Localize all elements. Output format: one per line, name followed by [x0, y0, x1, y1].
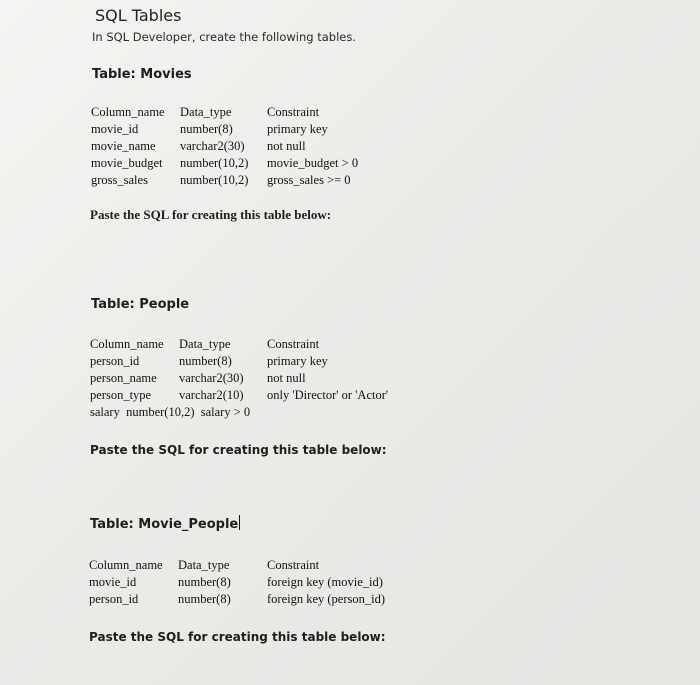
column-name-cell: person_name — [90, 371, 157, 385]
constraint-cell: foreign key (person_id) — [267, 592, 386, 606]
column-name-cell: person_id — [89, 592, 139, 606]
constraint-cell: foreign key (movie_id) — [267, 575, 383, 589]
data-type-header: Data_type — [180, 105, 232, 119]
data-type-cell: number(10,2) — [180, 173, 249, 187]
constraint-cell: primary key — [267, 122, 328, 136]
column-name-cell: person_id — [90, 354, 140, 368]
column-name-header: Column_name — [90, 337, 164, 351]
movie-people-heading-text: Table: Movie_People — [90, 517, 239, 532]
constraint-header: Constraint — [267, 337, 320, 351]
data-type-cell: varchar2(10) — [179, 388, 244, 402]
people-table-heading: Table: People — [91, 297, 190, 312]
people-paste-instruction: Paste the SQL for creating this table below: — [90, 443, 387, 457]
column-name-header: Column_name — [89, 558, 163, 572]
data-type-cell: number(8) — [178, 575, 231, 589]
constraint-cell: only 'Director' or 'Actor' — [267, 388, 389, 402]
constraint-cell: movie_budget > 0 — [267, 156, 359, 170]
movies-paste-instruction: Paste the SQL for creating this table below: — [90, 207, 332, 222]
column-name-cell: movie_id — [89, 575, 137, 589]
text-cursor — [239, 515, 240, 530]
column-name-cell: person_type — [90, 388, 152, 402]
data-type-cell: number(8) — [180, 122, 233, 136]
data-type-header: Data_type — [179, 337, 231, 351]
salary-spec-text: salary number(10,2) salary > 0 — [90, 405, 251, 419]
column-name-cell: movie_budget — [91, 156, 163, 170]
data-type-cell: number(8) — [178, 592, 231, 606]
data-type-cell: varchar2(30) — [179, 371, 244, 385]
data-type-cell: number(8) — [179, 354, 232, 368]
movie-people-paste-instruction: Paste the SQL for creating this table below: — [89, 630, 386, 644]
movies-table-heading: Table: Movies — [92, 67, 192, 82]
data-type-cell: varchar2(30) — [180, 139, 245, 153]
page-title: SQL Tables — [95, 6, 182, 25]
column-name-header: Column_name — [91, 105, 165, 119]
constraint-cell: gross_sales >= 0 — [267, 173, 351, 187]
column-name-cell: movie_id — [91, 122, 139, 136]
data-type-cell: number(10,2) — [180, 156, 249, 170]
constraint-cell: primary key — [267, 354, 328, 368]
constraint-cell: not null — [267, 371, 306, 385]
column-name-cell: gross_sales — [91, 173, 148, 187]
page-subtitle: In SQL Developer, create the following tables. — [92, 30, 357, 44]
constraint-cell: not null — [267, 139, 306, 153]
constraint-header: Constraint — [267, 558, 320, 572]
data-type-header: Data_type — [178, 558, 230, 572]
movie-people-table-heading — [90, 515, 240, 532]
column-name-cell: movie_name — [91, 139, 156, 153]
constraint-header: Constraint — [267, 105, 320, 119]
